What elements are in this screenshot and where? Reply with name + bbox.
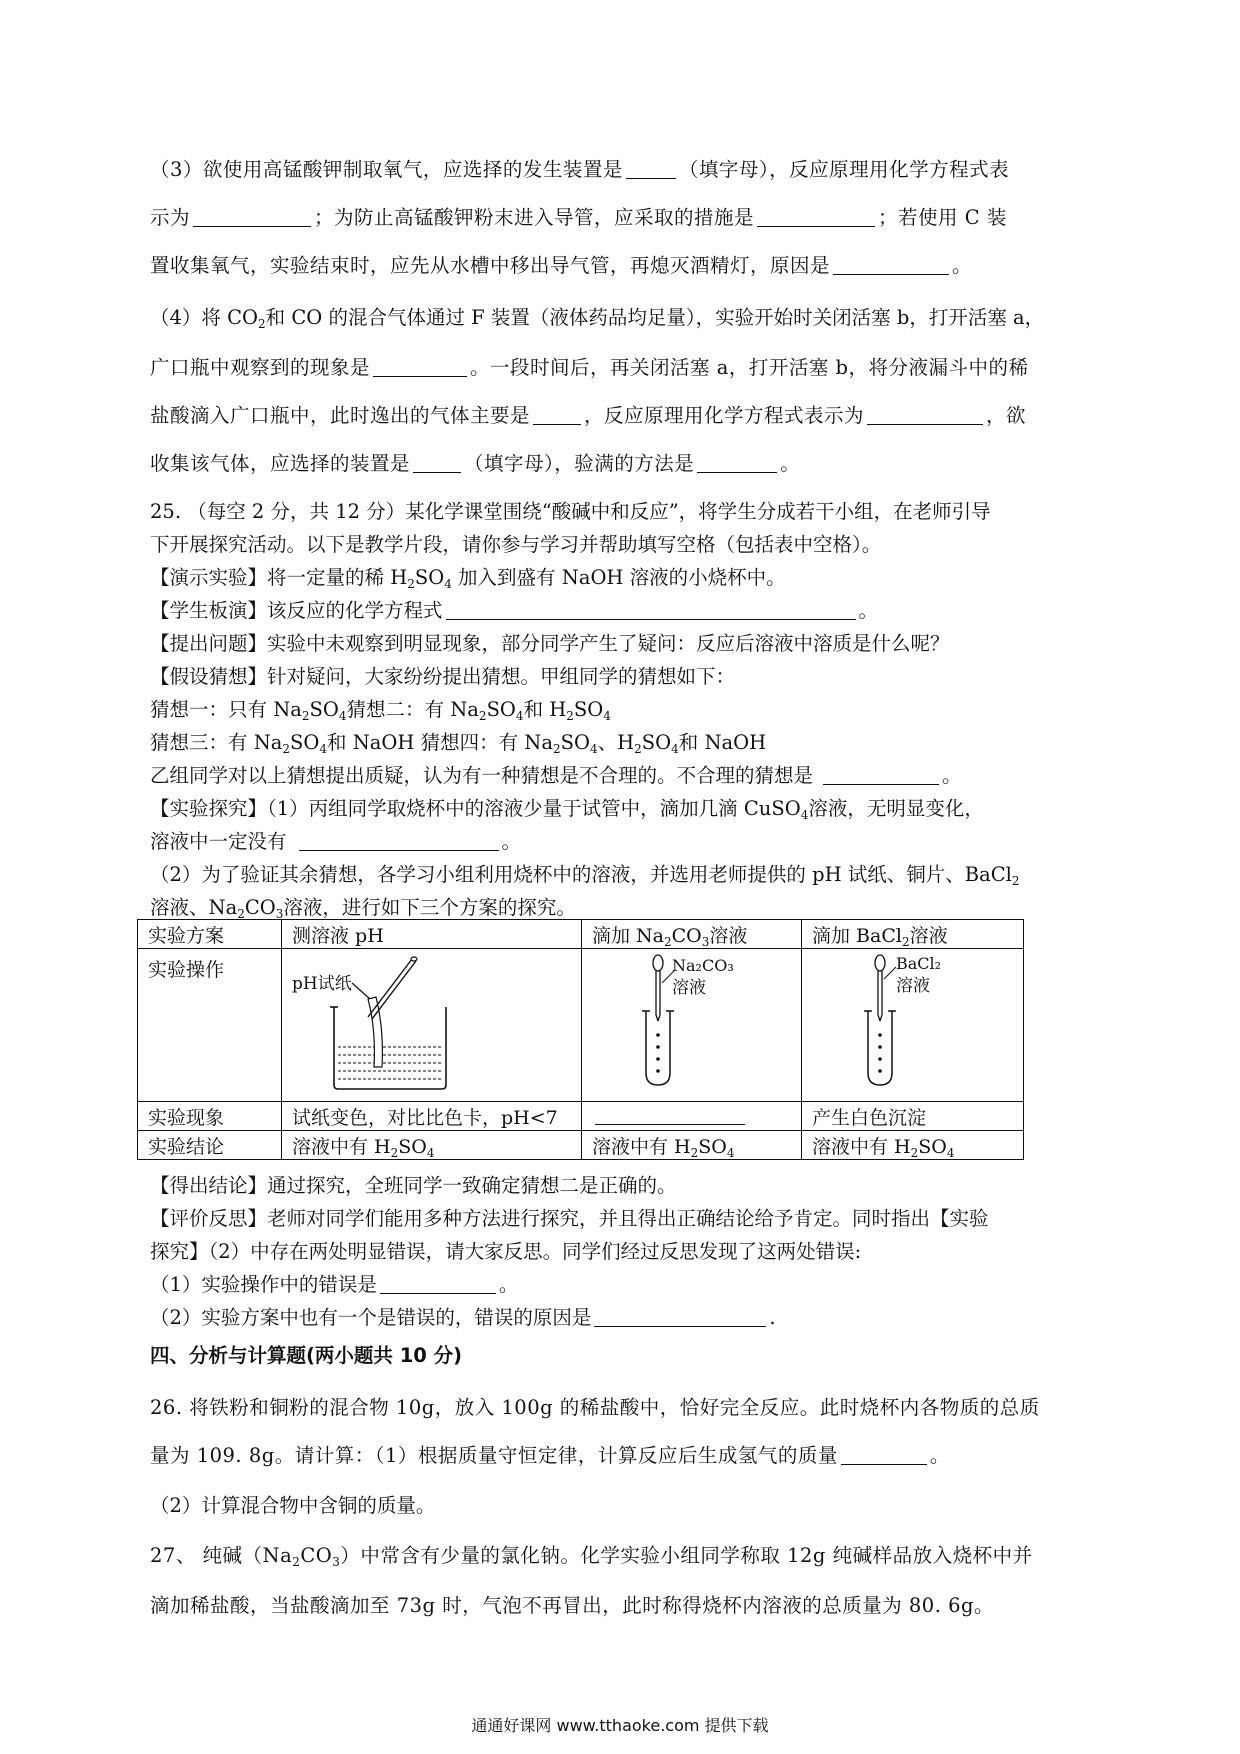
table-cell: 测溶液 pH <box>282 920 582 949</box>
answer-blank[interactable] <box>373 358 467 377</box>
text: 。 <box>498 1273 519 1296</box>
glass-rod <box>368 959 412 1017</box>
text: 示为 <box>150 206 191 229</box>
drops <box>878 1033 882 1073</box>
text: 收集该气体，应选择的装置是 <box>150 452 411 475</box>
table-cell <box>582 1131 802 1160</box>
evaluation-line2: 探究】（2）中存在两处明显错误，请大家反思。同学们经过反思发现了这两处错误: <box>150 1240 862 1263</box>
conclusion: 【得出结论】通过探究，全班同学一致确定猜想二是正确的。 <box>150 1174 677 1197</box>
q25-question: 【提出问题】实验中未观察到明显现象，部分同学产生了疑问：反应后溶液中溶质是什么呢？ <box>150 632 950 655</box>
q25-intro-line1: 25. （每空 2 分，共 12 分）某化学课堂围绕“酸碱中和反应”，将学生分成若干小组，在老师引导 <box>150 500 991 523</box>
text: （填字母），验满的方法是 <box>464 452 695 475</box>
text: CO <box>671 924 702 947</box>
subscript: 2 <box>282 742 291 756</box>
text: SO <box>573 698 604 721</box>
dropper-label-solution: 溶液 <box>896 976 930 996</box>
text: 盐酸滴入广口瓶中，此时逸出的气体主要是 <box>150 404 531 427</box>
subscript: 4 <box>515 709 524 723</box>
table-row <box>138 949 1024 1102</box>
table-row <box>138 1131 1024 1160</box>
q24-p4-line3 <box>150 406 1026 426</box>
q25-hypothesis: 【假设猜想】针对疑问，大家纷纷提出猜想。甲组同学的猜想如下： <box>150 665 736 688</box>
text: SO <box>486 698 516 721</box>
q24-p4-line2 <box>150 358 1029 378</box>
text: 溶液、Na <box>150 896 238 919</box>
text: （2）实验方案中也有一个是错误的，错误的原因是 <box>150 1306 592 1329</box>
answer-blank[interactable] <box>867 406 983 425</box>
text: （填字母），反应原理用化学方程式表 <box>678 158 1010 181</box>
glass-rod-edge <box>372 961 416 1019</box>
table-cell <box>582 1102 802 1131</box>
text: CO <box>244 896 276 919</box>
answer-blank[interactable] <box>594 1308 766 1327</box>
text: SO <box>414 566 445 589</box>
text: 和 NaOH <box>678 731 767 754</box>
subscript: 3 <box>275 907 284 921</box>
text: 、H <box>597 731 635 754</box>
text: 猜想三：有 Na <box>150 731 283 754</box>
text: 猜想二：有 Na <box>346 698 479 721</box>
answer-blank[interactable] <box>757 208 875 227</box>
q25-intro-line2: 下开展探究活动。以下是教学片段，请你参与学习并帮助填写空格（包括表中空格）。 <box>150 533 882 556</box>
dropper-bulb <box>653 955 663 971</box>
text: 。 <box>929 1444 950 1467</box>
table-cell <box>802 1131 1024 1160</box>
subscript: 2 <box>901 934 910 949</box>
error-2 <box>150 1308 776 1328</box>
answer-blank[interactable] <box>823 766 939 785</box>
beaker <box>334 1007 446 1089</box>
dropper-bulb <box>875 955 885 971</box>
subscript: 4 <box>426 1145 435 1160</box>
answer-blank[interactable] <box>380 1275 496 1294</box>
text: 。一段时间后，再关闭活塞 a，打开活塞 b，将分液漏斗中的稀 <box>470 356 1029 379</box>
subscript: 2 <box>1011 874 1020 888</box>
text: 【学生板演】该反应的化学方程式 <box>150 599 443 622</box>
table-cell: 实验现象 <box>138 1102 282 1131</box>
subscript: 2 <box>258 317 266 331</box>
text: 27、 纯碱（Na <box>150 1544 293 1567</box>
text: ）中常含有少量的氯化钠。化学实验小组同学称取 12g 纯碱样品放入烧杯中并 <box>340 1544 1033 1567</box>
text: ，欲 <box>986 404 1027 427</box>
error-1 <box>150 1275 518 1295</box>
answer-blank[interactable] <box>299 832 499 851</box>
dropper-label-formula: Na₂CO₃ <box>672 956 734 975</box>
q25-unreasonable <box>150 766 962 786</box>
subscript: 4 <box>603 709 611 723</box>
answer-blank[interactable] <box>833 256 949 275</box>
answer-blank[interactable] <box>533 406 581 425</box>
text: 。 <box>780 452 801 475</box>
text: 溶液中有 H <box>592 1135 691 1158</box>
text: 。 <box>501 830 522 853</box>
subscript: 4 <box>671 742 679 756</box>
table-cell <box>582 920 802 949</box>
q26-line3: （2）计算混合物中含铜的质量。 <box>150 1494 436 1517</box>
text: SO <box>698 1135 727 1158</box>
text: ；为防止高锰酸钾粉末进入导管，应采取的措施是 <box>314 206 755 229</box>
dropper-label-formula: BaCl₂ <box>896 954 942 973</box>
dropper-tube-diagram <box>802 949 1024 1095</box>
subscript: 2 <box>407 577 415 591</box>
text: （2）为了验证其余猜想，各学习小组利用烧杯中的溶液，并选用老师提供的 pH 试纸、铜片、BaCl <box>150 863 1012 886</box>
text: 乙组同学对以上猜想提出质疑，认为有一种猜想是不合理的。不合理的猜想是 <box>150 764 814 787</box>
table-cell: 产生白色沉淀 <box>802 1102 1024 1131</box>
liquid <box>338 1047 442 1079</box>
text: 。 <box>952 254 973 277</box>
q25-board <box>150 601 878 621</box>
answer-blank[interactable] <box>595 1106 745 1125</box>
subscript: 4 <box>726 1145 735 1160</box>
q26-line1: 26. 将铁粉和铜粉的混合物 10g，放入 100g 的稀盐酸中，恰好完全反应。此时烧杯内各物质的总质 <box>150 1396 1040 1419</box>
text: SO <box>560 731 590 754</box>
subscript: 3 <box>701 934 710 949</box>
text: SO <box>290 731 320 754</box>
beaker-ph-paper-diagram <box>282 949 582 1095</box>
table-cell: 试纸变色，对比比色卡，pH<7 <box>282 1102 582 1131</box>
section-title: 四、分析与计算题(两小题共 10 分) <box>150 1344 463 1367</box>
subscript: 2 <box>478 709 487 723</box>
q25-guess-3-4 <box>150 731 767 756</box>
text: ；若使用 C 装 <box>878 206 1007 229</box>
table-row <box>138 1102 1024 1131</box>
subscript: 4 <box>319 742 328 756</box>
subscript: 2 <box>690 1145 699 1160</box>
subscript: 2 <box>390 1145 399 1160</box>
dropper-label-solution: 溶液 <box>672 978 706 998</box>
text: CO <box>300 1544 333 1567</box>
text: 广口瓶中观察到的现象是 <box>150 356 371 379</box>
q24-p3-line3 <box>150 256 972 276</box>
q24-p4-line1 <box>150 306 1045 331</box>
subscript: 2 <box>292 1555 301 1569</box>
q25-exp2-line1 <box>150 863 1020 888</box>
text: 和 H <box>523 698 567 721</box>
text: . <box>769 1306 776 1329</box>
subscript: 3 <box>332 1555 341 1569</box>
text: （3）欲使用高锰酸钾制取氧气，应选择的发生装置是 <box>150 158 623 181</box>
text: 加入到盛有 NaOH 溶液的小烧杯中。 <box>451 566 786 589</box>
table-cell: 实验操作 <box>138 949 282 1102</box>
drops <box>656 1033 660 1073</box>
subscript: 4 <box>338 709 347 723</box>
q25-exp1-line1 <box>150 797 984 822</box>
subscript: 2 <box>237 907 245 921</box>
text: SO <box>641 731 672 754</box>
text: 和 NaOH 猜想四：有 Na <box>327 731 553 754</box>
table-cell <box>802 920 1024 949</box>
text: SO <box>398 1135 427 1158</box>
answer-blank[interactable] <box>413 454 461 473</box>
text: 溶液 <box>709 924 748 947</box>
text: 猜想一：只有 Na <box>150 698 302 721</box>
text: 【演示实验】将一定量的稀 H <box>150 566 408 589</box>
answer-blank[interactable] <box>193 208 311 227</box>
label-leader <box>352 983 370 999</box>
q25-demo <box>150 566 786 591</box>
text: ，反应原理用化学方程式表示为 <box>584 404 865 427</box>
text: 溶液中一定没有 <box>150 830 287 853</box>
dropper-tube-diagram <box>582 949 802 1095</box>
text: 【实验探究】（1）丙组同学取烧杯中的溶液少量于试管中，滴加几滴 CuSO <box>150 797 801 820</box>
text: 溶液中有 H <box>812 1135 911 1158</box>
q24-p3-line2 <box>150 208 1007 228</box>
text: 量为 109. 8g。请计算：（1）根据质量守恒定律，计算反应后生成氢气的质量 <box>150 1444 838 1467</box>
q26-line2 <box>150 1446 950 1466</box>
na2co3-dropper-figure <box>582 949 802 1102</box>
q25-guess-1-2 <box>150 698 611 723</box>
subscript: 2 <box>664 934 672 949</box>
text: 滴加 BaCl <box>812 924 902 947</box>
page-footer: 通通好课网 www.tthaoke.com 提供下载 <box>471 1716 769 1735</box>
text: SO <box>309 698 339 721</box>
table-cell: 实验方案 <box>138 920 282 949</box>
subscript: 2 <box>634 742 642 756</box>
answer-blank[interactable] <box>446 601 856 620</box>
table-row <box>138 920 1024 949</box>
table-cell: 实验结论 <box>138 1131 282 1160</box>
q24-p3-line1 <box>150 160 1009 180</box>
experiment-table <box>137 919 1024 1160</box>
label-leader <box>884 967 896 979</box>
text: 和 CO 的混合气体通过 F 装置（液体药品均足量），实验开始时关闭活塞 b，打开活塞 a， <box>265 306 1045 329</box>
text: （1）实验操作中的错误是 <box>150 1273 377 1296</box>
table-cell <box>282 1131 582 1160</box>
subscript: 4 <box>444 577 452 591</box>
evaluation-line1: 【评价反思】老师对同学们能用多种方法进行探究，并且得出正确结论给予肯定。同时指出【实验 <box>150 1207 989 1230</box>
subscript: 2 <box>553 742 561 756</box>
subscript: 4 <box>946 1145 955 1160</box>
text: 。 <box>942 764 962 787</box>
text: 溶液 <box>909 924 948 947</box>
text: SO <box>918 1135 947 1158</box>
q24-p4-line4 <box>150 454 800 474</box>
answer-blank[interactable] <box>841 1446 927 1465</box>
bacl2-dropper-figure <box>802 949 1024 1102</box>
text: 溶液，无明显变化， <box>808 797 984 820</box>
text: 滴加 Na <box>592 924 664 947</box>
text: 溶液中有 H <box>292 1135 391 1158</box>
answer-blank[interactable] <box>697 454 777 473</box>
q25-exp1-line2 <box>150 832 521 852</box>
ph-test-figure <box>282 949 582 1102</box>
text: 。 <box>858 599 879 622</box>
text: 置收集氧气，实验结束时，应先从水槽中移出导气管，再熄灭酒精灯，原因是 <box>150 254 831 277</box>
subscript: 4 <box>590 742 598 756</box>
subscript: 2 <box>566 709 574 723</box>
text: （4）将 CO <box>150 306 259 329</box>
q27-line2: 滴加稀盐酸，当盐酸滴加至 73g 时，气泡不再冒出，此时称得烧杯内溶液的总质量为 80. 6g。 <box>150 1594 994 1617</box>
subscript: 2 <box>301 709 310 723</box>
answer-blank[interactable] <box>626 160 676 179</box>
text: 溶液，进行如下三个方案的探究。 <box>283 896 576 919</box>
q27-line1 <box>150 1544 1033 1569</box>
subscript: 2 <box>910 1145 919 1160</box>
q25-exp2-line2 <box>150 896 576 921</box>
subscript: 4 <box>800 808 809 822</box>
ph-paper-label: pH试纸 <box>292 974 352 994</box>
